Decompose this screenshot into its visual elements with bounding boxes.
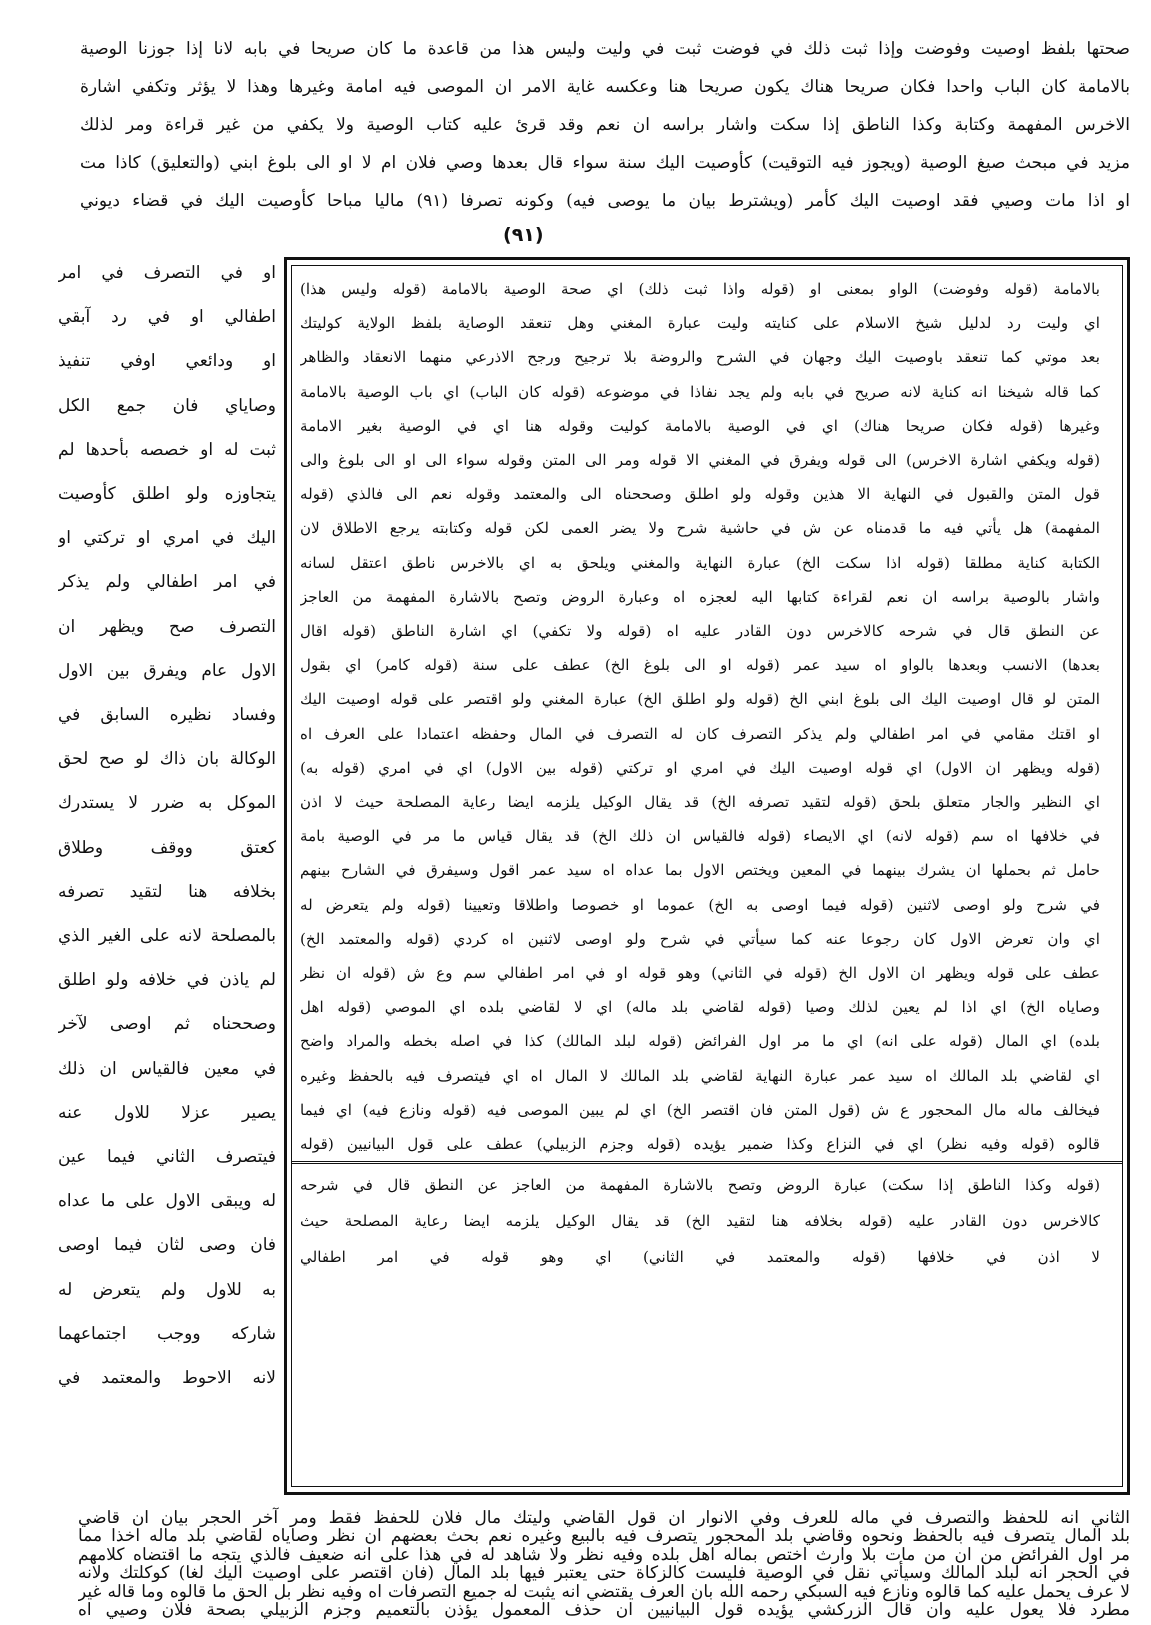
side-text-line: كعتق ووقف وطلاق xyxy=(58,837,276,858)
bottom-text-line: بلد المال يتصرف فيه بالحفظ ونحوه وقاضي بلد المحجور يتصرف فيه بالبيع وغيره نعم بحث بعضهم ان نظر وصاياه لقاضي بلد ماله اخذا مما xyxy=(78,1526,1130,1547)
side-text-line: او ودائعي اوفي تنفيذ xyxy=(58,351,276,372)
commentary-line: فيخالف ماله مال المحجور ع ش (قول المتن فان اقتصر الخ) اي لم يبين الموصى فيه (قوله ونازع فيه) اي فيما xyxy=(300,1100,1100,1119)
commentary-line: عطف على قوله ويظهر ان الاول الخ (قوله في الثاني) وهو قوله او في امر اطفالي سم وع ش (قوله ان نظر xyxy=(300,964,1100,982)
bottom-text-line: الثاني انه للحفظ والتصرف في ماله للعرف وفي الانوار ان قول القاضي وليتك مال فلان للحفظ فقط ومر آخر الحجر بيان ان قاضي xyxy=(78,1508,1130,1528)
commentary-line: او اقتك مقامي في امر اطفالي ولم يذكر التصرف كان له التصرف في المال وحفظه اعتمادا على العرف اه xyxy=(300,724,1100,743)
commentary-line: قول المتن والقبول في النهاية الا هذين وقوله ولو اطلق وصححناه الى والمعتمد وقوله نعم الى فالذي (قوله xyxy=(300,485,1100,504)
commentary-line: بالامامة (قوله وفوضت) الواو بمعنى او (قوله واذا ثبت ذلك) اي صحة الوصية بالامامة (قوله وليس هذا) xyxy=(300,280,1100,298)
side-text-line: له ويبقى الاول على ما عداه xyxy=(58,1191,276,1212)
top-text-line: الاخرس المفهمة وكتابة وكذا الناطق إذا سكت واشار براسه ان نعم وقد قرئ عليه كتاب الوصية ولا يكفي من غير قراءة ومر لذلك xyxy=(80,115,1130,135)
side-text-line: او في التصرف في امر xyxy=(58,263,276,283)
side-text-line: بالمصلحة لانه على الغير الذي xyxy=(58,926,276,946)
bottom-text-line: لا عرف يحمل عليه كما قالوه ونازع فيه السبكي رحمه الله بان العرف يقتضي انه يثبت له جميع التصرفات اه وفيه نظر بل الحق ما قالوه وما قاله غير xyxy=(78,1581,1130,1602)
commentary-line: كما قاله شيخنا انه كناية لانه صريح في بابه ولم يجد نفاذا في موضوعه (قوله كان الباب) اي باب الوصية بالامامة xyxy=(300,382,1100,401)
side-text-line: اطفالي او في رد آبقي xyxy=(58,307,276,328)
top-text-line: او اذا مات وصيي فقد اوصيت اليك كأمر (ويشترط بيان ما يوصى فيه) وكونه تصرفا (٩١) ماليا مباحا كأوصيت اليك في قضاء ديوني xyxy=(80,191,1130,211)
side-text-line: لانه الاحوط والمعتمد في xyxy=(58,1368,276,1388)
side-text-line: في معين فالقياس ان ذلك xyxy=(58,1058,276,1079)
commentary-line: اي وليت رد لدليل شيخ الاسلام على كنايته وليت عبارة المغني وهل تنعقد الوصاية بلفظ الولاية كوليتك xyxy=(300,314,1100,333)
commentary-line: الكتابة كناية مطلقا (قوله اذا سكت الخ) عبارة النهاية والمغني ويلحق به اي بالاخرس ناطق اعتقل لسانه xyxy=(300,553,1100,572)
side-text-line: اليك في امري او تركتي او xyxy=(58,528,276,549)
side-text-line: التصرف صح ويظهر ان xyxy=(58,616,276,637)
commentary-line: المتن لو قال اوصيت اليك الى بلوغ ابني الخ (قوله ولو اطلق الخ) عبارة المغني ولو اقتصر على قوله اوصيت اليك xyxy=(300,690,1100,709)
side-text-line: وفساد نظيره السابق في xyxy=(58,705,276,725)
commentary-line: (قوله ويكفي اشارة الاخرس) الى قوله ويفرق في المغني الا قوله ومر الى المتن وقوله سواء الى او الى بلوغ والى xyxy=(300,451,1100,469)
commentary-line: اي وان تعرض الاول كان رجوعا عنه كما سيأتي في شرح ولو اوصى لاثنين اه كردي (قوله والمعتمد الخ) xyxy=(300,929,1100,948)
commentary-line: بعد موتي كما تنعقد باوصيت اليك وجهان في الشرح والروضة بلا ترجيح ورجح الاذرعي منهما الانعقاد والظاهر xyxy=(300,348,1100,367)
side-text-line: يصير عزلا للاول عنه xyxy=(58,1102,276,1123)
commentary-line: المفهمة) هل يأتي فيه ما قدمناه عن ش في حاشية شرح ولا يضر العمى لكن قوله وكتابته يرجع الاطلاق لان xyxy=(300,519,1100,538)
commentary-line: في خلافها اه سم (قوله لانه) اي الايصاء (قوله فالقياس ان ذلك الخ) قد يقال قياس ما مر في الوصية بامة xyxy=(300,827,1100,846)
commentary-line: وصاياه الخ) اي اذا لم يعين لذلك وصيا (قوله لقاضي بلد ماله) اي لا لقاضي بلده اي الموصي (قوله اهل xyxy=(300,998,1100,1017)
commentary-line: اي النظير والجار متعلق بلحق (قوله لتقيد تصرفه الخ) قد يقال الوكيل يلزمه ايضا رعاية المصلحة حيث لا اذن xyxy=(300,793,1100,811)
side-text-line: وصححناه ثم اوصى لآخر xyxy=(58,1014,276,1035)
commentary-line: وغيرها (قوله فكان صريحا هناك) اي في الوصية بالامامة كوليت وقوله هنا اي في الوصية بغير الامامة xyxy=(300,416,1100,435)
commentary-line: قالوه (قوله وفيه نظر) اي في النزاع وكذا ضمير يؤيده (قوله وجزم الزبيلي) عطف على قول البيانيين (قوله xyxy=(300,1135,1100,1153)
side-text-line: في امر اطفالي ولم يذكر xyxy=(58,572,276,593)
commentary-line: واشار بالوصية براسه ان نعم لقراءة كتابها اليه لعجزه اه وعبارة الروض وتصح بالاشارة المفهمة من العاجز xyxy=(300,587,1100,606)
bottom-text-line: مر اول الفرائض من ان من مات بلا وارث اختص بماله اهل بلده وفيه نظر ولا شاهد له في هذا على انه ضعيف فالذي يتجه ما اقتضاه كلامهم xyxy=(78,1544,1130,1565)
commentary-line: في شرح ولو اوصى لاثنين (قوله فيما اوصى به الخ) عموما او خصوصا واطلاقا وتعيينا (قوله ولم يتعرض له xyxy=(300,895,1100,914)
side-text-line: وصاياي فان جمع الكل xyxy=(58,395,276,416)
commentary-line: حامل ثم بحملها ان يشرك بينهما في المعين ويختص الاول بما عداه اه سيد عمر اقول وسيفرق في الشارح بينهم xyxy=(300,861,1100,880)
top-text-line: بالامامة كان الباب واحدا فكان صريحا هناك يكون صريحا هنا وعكسه غاية الامر ان الموصى فيه امامة وغيرها وهذا لا يؤثر وتكفي اشارة xyxy=(80,77,1130,97)
commentary-line: بلده) اي المال (قوله على انه) اي ما مر اول الفرائض (قوله لبلد المالك) كذا في اصله بخطه والمراد واضح xyxy=(300,1032,1100,1051)
commentary-divider xyxy=(291,1161,1123,1164)
commentary-line: اي لقاضي بلد المالك اه سيد عمر عبارة النهاية لقاضي بلد المالك لا المال اه اي فيتصرف فيه بالحفظ وغيره xyxy=(300,1066,1100,1085)
commentary-line: بعدها) الانسب وبعدها بالواو اه سيد عمر (قوله او الى بلوغ الخ) عطف على سنة (قوله كامر) اي بقول xyxy=(300,656,1100,675)
side-text-line: فيتصرف الثاني فيما عين xyxy=(58,1147,276,1167)
bottom-text-line: في الحجر انه لبلد المالك وسيأتي نقل في الوصية فليست كالزكاة حتى يعتبر فيها بلد المال (فان اقتصر على اوصيت اليك لغا) كوكلتك ولانه xyxy=(78,1563,1130,1584)
side-text-line: فان وصى لثان فيما اوصى xyxy=(58,1235,276,1256)
page-number: (٩١) xyxy=(503,224,544,246)
side-text-line: بخلافه هنا لتقيد تصرفه xyxy=(58,881,276,902)
footnote-line: كالاخرس دون القادر عليه (قوله بخلافه هنا لتقيد الخ) قد يقال الوكيل يلزمه ايضا رعاية المصلحة حيث xyxy=(300,1212,1100,1230)
commentary-line: (قوله ويظهر ان الاول) اي قوله اوصيت اليك في امري او تركتي (قوله بين الاول) اي في امري (قوله به) xyxy=(300,758,1100,777)
top-text-line: صحتها بلفظ اوصيت وفوضت وإذا ثبت ذلك في فوضت ثبت في وليت وليس هذا من قاعدة ما كان صريحا في بابه لانا إذا جوزنا الوصية xyxy=(80,39,1130,59)
side-text-line: الوكالة بان ذاك لو صح لحق xyxy=(58,749,276,770)
side-text-line: به للاول ولم يتعرض له xyxy=(58,1279,276,1300)
side-text-line: لم ياذن في خلافه ولو اطلق xyxy=(58,970,276,991)
side-text-line: ثبت له او خصصه بأحدها لم xyxy=(58,439,276,460)
side-text-line: شاركه ووجب اجتماعهما xyxy=(58,1323,276,1344)
side-text-line: الاول عام ويفرق بين الاول xyxy=(58,660,276,681)
side-text-line: يتجاوزه ولو اطلق كأوصيت xyxy=(58,484,276,504)
footnote-line: (قوله وكذا الناطق إذا سكت) عبارة الروض وتصح بالاشارة المفهمة من العاجز عن النطق قال في شرحه xyxy=(300,1176,1100,1194)
top-text-line: مزيد في مبحث صيغ الوصية (ويجوز فيه التوقيت) كأوصيت اليك سنة سواء قال بعدها وصي فلان ام لا او الى بلوغ ابني (والتعليق) كاذا مت xyxy=(80,153,1130,173)
footnote-line: لا اذن في خلافها (قوله والمعتمد في الثاني) اي وهو قوله في امر اطفالي xyxy=(300,1248,1100,1266)
side-text-line: الموكل به ضرر لا يستدرك xyxy=(58,793,276,814)
commentary-line: عن النطق قال في شرحه كالاخرس دون القادر عليه اه (قوله ولا تكفي) اي اشارة الناطق (قوله اقال xyxy=(300,622,1100,640)
bottom-text-line: مطرد فلا يعول عليه وان قال الزركشي يؤيده قول البيانيين ان حذف المعمول يؤذن بالتعميم وجزم الزبيلي بصحة فلان وصيي اه xyxy=(78,1600,1130,1620)
